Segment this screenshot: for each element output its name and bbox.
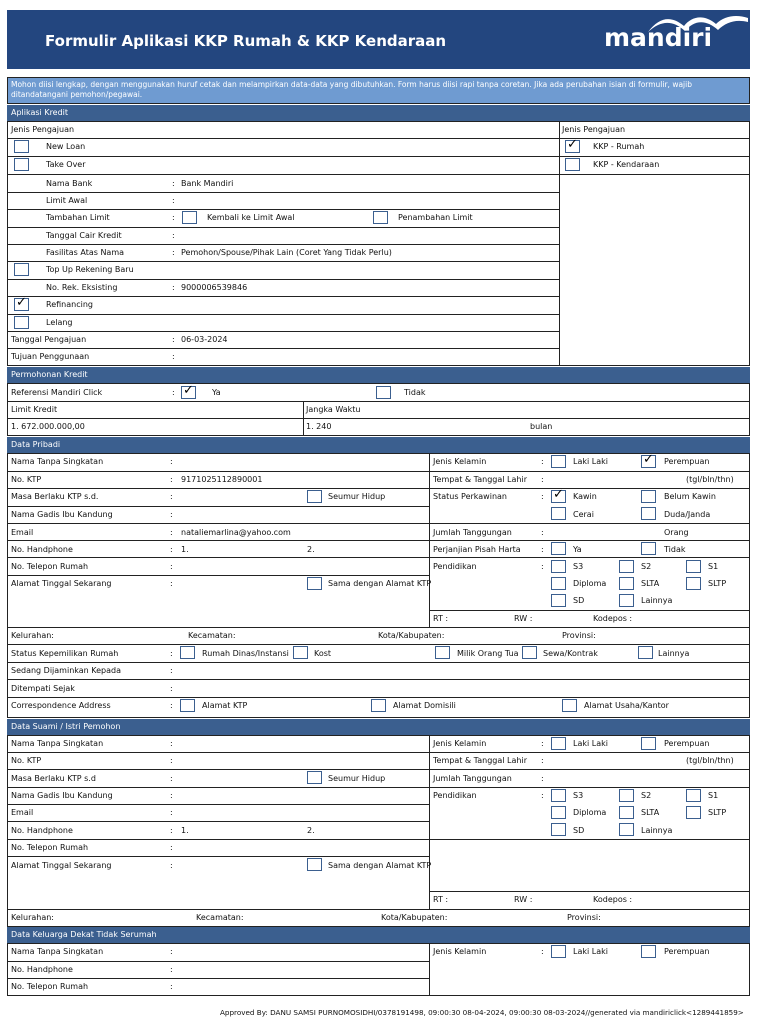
status-lainnya-checkbox[interactable] [638,646,653,659]
colon: : [541,528,544,537]
colon: : [170,843,173,852]
referensi-tidak-checkbox[interactable] [376,386,391,399]
label-suami-ktp: No. KTP [11,756,42,765]
kkp-kendaraan-checkbox[interactable] [565,158,580,171]
label-kkp-rumah: KKP - Rumah [593,142,645,151]
milik-orang-tua-checkbox[interactable] [435,646,450,659]
label-suami-s3: S3 [573,791,584,800]
colon: : [172,388,175,397]
section-aplikasi-kredit: Aplikasi Kredit [7,105,750,121]
colon: : [170,756,173,765]
label-s1: S1 [708,562,719,571]
label-suami-tanggungan: Jumlah Tanggungan [433,774,512,783]
perempuan-checkbox[interactable] [641,452,656,468]
suami-hp-1: 1. [181,826,189,835]
label-kecamatan: Kecamatan: [188,631,236,640]
label-perempuan: Perempuan [664,457,710,466]
hp-1: 1. [181,545,189,554]
value-limit-kredit: 1. 672.000.000,00 [11,422,85,431]
take-over-checkbox[interactable] [14,158,29,171]
suami-diploma-checkbox[interactable] [551,806,566,819]
label-tanggal-pengajuan: Tanggal Pengajuan [11,335,87,344]
label-suami-diploma: Diploma [573,808,607,817]
suami-perempuan-checkbox[interactable] [641,737,656,750]
colon: : [170,684,173,693]
frame-keluarga [7,943,750,996]
label-kota: Kota/Kabupaten: [378,631,445,640]
label-correspondence: Correspondence Address [11,701,111,710]
colon: : [172,283,175,292]
label-kawin: Kawin [573,492,597,501]
suami-sltp-checkbox[interactable] [686,806,701,819]
label-no-rek: No. Rek. Eksisting [46,283,118,292]
colon: : [172,335,175,344]
label-sama-ktp: Sama dengan Alamat KTP [328,579,432,588]
label-jenis-kelamin: Jenis Kelamin [433,457,487,466]
label-sltp: SLTP [708,579,727,588]
label-referensi-tidak: Tidak [404,388,426,397]
diploma-checkbox[interactable] [551,577,566,590]
slta-checkbox[interactable] [619,577,634,590]
suami-s1-checkbox[interactable] [686,789,701,802]
section-data-keluarga: Data Keluarga Dekat Tidak Serumah [7,927,750,943]
colon: : [170,492,173,501]
colon: : [170,579,173,588]
label-pisah-ya: Ya [573,545,582,554]
label-tempat: Tempat & Tanggal Lahir [433,475,527,484]
sltp-checkbox[interactable] [686,577,701,590]
label-kelurahan: Kelurahan: [11,631,54,640]
label-laki: Laki Laki [573,457,608,466]
label-suami-jenis-kelamin: Jenis Kelamin [433,739,487,748]
label-telepon: No. Telepon Rumah [11,562,89,571]
label-suami-sama-ktp: Sama dengan Alamat KTP [328,861,432,870]
label-jenis-pengajuan-right: Jenis Pengajuan [562,125,626,134]
label-suami-kota: Kota/Kabupaten: [381,913,448,922]
colon: : [170,457,173,466]
label-sewa: Sewa/Kontrak [543,649,598,658]
label-keluarga-nama: Nama Tanpa Singkatan [11,947,104,956]
label-refinancing: Refinancing [46,300,93,309]
value-ktp: 9171025112890001 [181,475,263,484]
label-suami-perempuan: Perempuan [664,739,710,748]
label-keluarga-telepon: No. Telepon Rumah [11,982,89,991]
label-rumah-dinas: Rumah Dinas/Instansi [202,649,289,658]
label-nama: Nama Tanpa Singkatan [11,457,104,466]
label-tanggungan: Jumlah Tanggungan [433,528,512,537]
label-sd: SD [573,596,585,605]
colon: : [170,475,173,484]
label-kkp-kendaraan: KKP - Kendaraan [593,160,660,169]
alamat-domisili-checkbox[interactable] [371,699,386,712]
label-milik-orang-tua: Milik Orang Tua [457,649,519,658]
colon: : [170,791,173,800]
suami-s3-checkbox[interactable] [551,789,566,802]
label-gadis: Nama Gadis Ibu Kandung [11,510,113,519]
suami-slta-checkbox[interactable] [619,806,634,819]
label-status-lainnya: Lainnya [658,649,690,658]
label-take-over: Take Over [46,160,86,169]
label-suami-nama: Nama Tanpa Singkatan [11,739,104,748]
label-kodepos: Kodepos : [593,614,633,623]
mandiri-logo [600,10,750,60]
rumah-dinas-checkbox[interactable] [180,646,195,659]
label-suami-email: Email [11,808,34,817]
new-loan-checkbox[interactable] [14,140,29,153]
colon: : [170,739,173,748]
colon: : [170,701,173,710]
label-limit-kredit: Limit Kredit [11,405,58,414]
value-jangka-waktu: 1. 240 [306,422,332,431]
keluarga-perempuan-checkbox[interactable] [641,945,656,958]
lainnya-checkbox[interactable] [619,594,634,607]
colon: : [172,196,175,205]
label-jangka-waktu: Jangka Waktu [306,405,361,414]
belum-kawin-checkbox[interactable] [641,490,656,503]
colon: : [170,510,173,519]
suami-hp-2: 2. [307,826,315,835]
colon: : [170,528,173,537]
label-suami-laki: Laki Laki [573,739,608,748]
colon: : [170,774,173,783]
label-lainnya: Lainnya [641,596,673,605]
label-suami-s2: S2 [641,791,652,800]
label-alamat: Alamat Tinggal Sekarang [11,579,112,588]
duda-checkbox[interactable] [641,507,656,520]
colon: : [172,179,175,188]
colon: : [541,475,544,484]
section-permohonan-kredit: Permohonan Kredit [7,367,750,383]
value-email: nataliemarlina@yahoo.com [181,528,291,537]
sewa-checkbox[interactable] [522,646,537,659]
label-slta: SLTA [641,579,660,588]
sd-checkbox[interactable] [551,594,566,607]
colon: : [541,492,544,501]
label-cerai: Cerai [573,510,594,519]
colon: : [170,982,173,991]
label-ditempati: Ditempati Sejak [11,684,75,693]
label-lelang: Lelang [46,318,73,327]
hp-2: 2. [307,545,315,554]
colon: : [541,791,544,800]
label-rt: RT : [433,614,449,623]
label-ktp: No. KTP [11,475,42,484]
refinancing-checkbox[interactable] [14,295,29,311]
label-suami-seumur-hidup: Seumur Hidup [328,774,386,783]
colon: : [541,562,544,571]
alamat-usaha-checkbox[interactable] [562,699,577,712]
kkp-rumah-checkbox[interactable] [565,137,580,153]
colon: : [170,808,173,817]
label-tanggal-cair: Tanggal Cair Kredit [46,231,122,240]
label-suami-kecamatan: Kecamatan: [196,913,244,922]
kost-checkbox[interactable] [293,646,308,659]
colon: : [172,213,175,222]
label-pisah-tidak: Tidak [664,545,686,554]
label-keluarga-laki: Laki Laki [573,947,608,956]
colon: : [170,545,173,554]
kawin-checkbox[interactable] [551,487,566,503]
label-limit-awal: Limit Awal [46,196,88,205]
colon: : [541,545,544,554]
label-suami-kelurahan: Kelurahan: [11,913,54,922]
label-suami-masa-ktp: Masa Berlaku KTP s.d [11,774,96,783]
footer-approval: Approved By: DANU SAMSI PURNOMOSIDHI/0378191498, 09:00:30 08-04-2024, 09:00:30 08-03-2024//generated via mandiriclick<1289441859> [220,1008,744,1017]
label-suami-sd: SD [573,826,585,835]
colon: : [170,861,173,870]
label-rw: RW : [514,614,533,623]
colon: : [170,826,173,835]
pisah-tidak-checkbox[interactable] [641,542,656,555]
label-email: Email [11,528,34,537]
kembali-limit-checkbox[interactable] [182,211,197,224]
label-top-up: Top Up Rekening Baru [46,265,134,274]
colon: : [541,774,544,783]
label-suami-tempat: Tempat & Tanggal Lahir [433,756,527,765]
label-suami-gadis: Nama Gadis Ibu Kandung [11,791,113,800]
label-seumur-hidup: Seumur Hidup [328,492,386,501]
s3-checkbox[interactable] [551,560,566,573]
label-dijaminkan: Sedang Dijaminkan Kepada [11,666,122,675]
label-suami-provinsi: Provinsi: [567,913,601,922]
label-kembali-limit: Kembali ke Limit Awal [207,213,295,222]
cerai-checkbox[interactable] [551,507,566,520]
label-fasilitas: Fasilitas Atas Nama [46,248,125,257]
suami-seumur-hidup-checkbox[interactable] [307,771,322,784]
seumur-hidup-checkbox[interactable] [307,490,322,503]
frame-suami [7,735,750,927]
alamat-ktp-checkbox[interactable] [180,699,195,712]
label-suami-telepon: No. Telepon Rumah [11,843,89,852]
label-pisah-harta: Perjanjian Pisah Harta [433,545,521,554]
suami-sama-ktp-checkbox[interactable] [307,858,322,871]
value-nama-bank: Bank Mandiri [181,179,234,188]
colon: : [541,739,544,748]
colon: : [170,666,173,675]
label-nama-bank: Nama Bank [46,179,93,188]
referensi-ya-checkbox[interactable] [181,383,196,399]
label-keluarga-perempuan: Perempuan [664,947,710,956]
label-suami-sltp: SLTP [708,808,727,817]
section-data-suami: Data Suami / Istri Pemohon [7,719,750,735]
s2-checkbox[interactable] [619,560,634,573]
check-icon: ✓ [567,137,578,152]
s1-checkbox[interactable] [686,560,701,573]
logo-text: mandiri [604,23,713,52]
label-diploma: Diploma [573,579,607,588]
label-suami-alamat: Alamat Tinggal Sekarang [11,861,112,870]
suami-lainnya-checkbox[interactable] [619,823,634,836]
colon: : [541,457,544,466]
label-referensi: Referensi Mandiri Click [11,388,103,397]
label-suami-s1: S1 [708,791,719,800]
label-s3: S3 [573,562,584,571]
label-suami-rw: RW : [514,895,533,904]
label-referensi-ya: Ya [212,388,221,397]
label-provinsi: Provinsi: [562,631,596,640]
label-penambahan-limit: Penambahan Limit [398,213,473,222]
value-tanggal-pengajuan: 06-03-2024 [181,335,228,344]
colon: : [170,562,173,571]
label-bulan: bulan [530,422,553,431]
suami-laki-checkbox[interactable] [551,737,566,750]
label-orang: Orang [664,528,689,537]
label-tujuan: Tujuan Penggunaan [11,352,90,361]
label-status-rumah: Status Kepemilikan Rumah [11,649,119,658]
label-suami-slta: SLTA [641,808,660,817]
check-icon: ✓ [16,295,27,310]
check-icon: ✓ [183,383,194,398]
top-up-checkbox[interactable] [14,263,29,276]
label-new-loan: New Loan [46,142,86,151]
label-keluarga-handphone: No. Handphone [11,965,73,974]
label-status-kawin: Status Perkawinan [433,492,507,501]
label-masa-ktp: Masa Berlaku KTP s.d. [11,492,99,501]
colon: : [541,756,544,765]
colon: : [170,947,173,956]
colon: : [541,947,544,956]
keluarga-laki-checkbox[interactable] [551,945,566,958]
label-jenis-pengajuan: Jenis Pengajuan [11,125,75,134]
colon: : [172,248,175,257]
label-alamat-usaha: Alamat Usaha/Kantor [584,701,669,710]
check-icon: ✓ [553,487,564,502]
label-suami-rt: RT : [433,895,449,904]
label-kost: Kost [314,649,332,658]
lelang-checkbox[interactable] [14,316,29,329]
label-tambahan-limit: Tambahan Limit [46,213,110,222]
suami-s2-checkbox[interactable] [619,789,634,802]
label-s2: S2 [641,562,652,571]
penambahan-limit-checkbox[interactable] [373,211,388,224]
label-keluarga-jenis-kelamin: Jenis Kelamin [433,947,487,956]
check-icon: ✓ [643,452,654,467]
label-suami-pendidikan: Pendidikan [433,791,477,800]
label-belum-kawin: Belum Kawin [664,492,716,501]
value-fasilitas: Pemohon/Spouse/Pihak Lain (Coret Yang Tidak Perlu) [181,248,392,257]
label-suami-handphone: No. Handphone [11,826,73,835]
colon: : [170,965,173,974]
label-suami-lainnya: Lainnya [641,826,673,835]
label-handphone: No. Handphone [11,545,73,554]
sama-ktp-checkbox[interactable] [307,577,322,590]
label-duda: Duda/Janda [664,510,711,519]
section-data-pribadi: Data Pribadi [7,437,750,453]
laki-checkbox[interactable] [551,455,566,468]
label-pendidikan: Pendidikan [433,562,477,571]
label-alamat-domisili: Alamat Domisili [393,701,456,710]
colon: : [172,231,175,240]
colon: : [170,649,173,658]
label-suami-tgl-fmt: (tgl/bln/thn) [686,756,734,765]
colon: : [172,352,175,361]
value-no-rek: 9000006539846 [181,283,248,292]
form-title: Formulir Aplikasi KKP Rumah & KKP Kendaraan [45,32,447,50]
label-alamat-ktp: Alamat KTP [202,701,248,710]
suami-sd-checkbox[interactable] [551,823,566,836]
notice-text: Mohon diisi lengkap, dengan menggunakan huruf cetak dan melampirkan data-data yang dibutuhkan. Form harus diisi rapi tanpa coretan. Jika ada perubahan isian di formulir, wajib ditandatangani pemohon/pegawai. [11,80,692,99]
label-tgl-fmt: (tgl/bln/thn) [686,475,734,484]
label-suami-kodepos: Kodepos : [593,895,633,904]
pisah-ya-checkbox[interactable] [551,542,566,555]
